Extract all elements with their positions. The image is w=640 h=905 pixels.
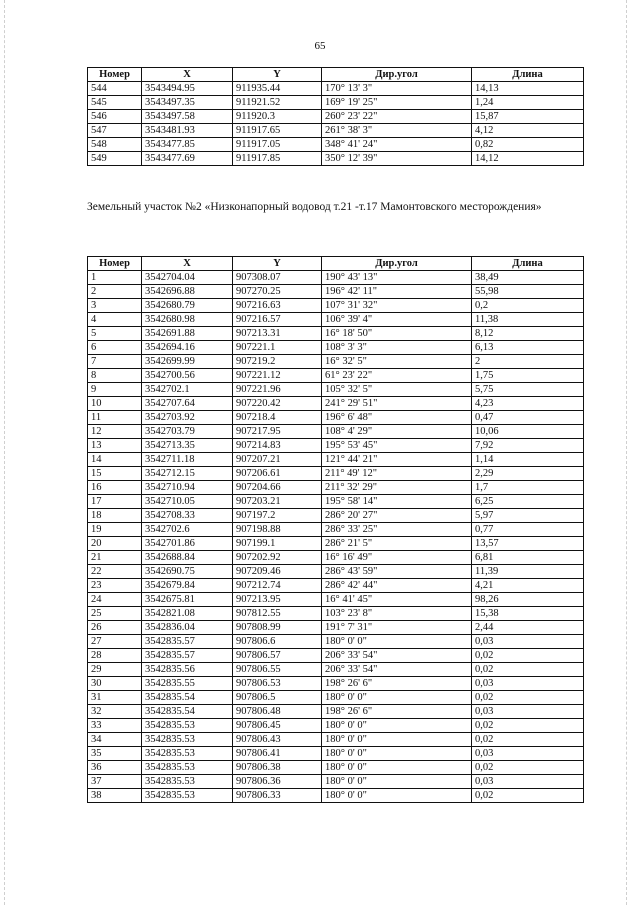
- table-body: [88, 271, 584, 803]
- cell-length: 14,12: [472, 152, 584, 166]
- cell-length: 8,12: [472, 327, 584, 341]
- cell-length: 14,13: [472, 82, 584, 96]
- page-number: 65: [314, 40, 326, 52]
- cell-y: 907806.55: [233, 663, 322, 677]
- table-row: [88, 341, 584, 355]
- cell-y: 907806.43: [233, 733, 322, 747]
- table-body: [88, 82, 584, 166]
- cell-x: 3542690.75: [142, 565, 233, 579]
- scan-edge-left: [4, 0, 5, 905]
- cell-y: 907204.66: [233, 481, 322, 495]
- cell-length: 0,2: [472, 299, 584, 313]
- cell-x: 3542691.88: [142, 327, 233, 341]
- cell-direction-angle: 169° 19' 25": [322, 96, 472, 110]
- header-x: X: [142, 68, 233, 82]
- cell-length: 0,03: [472, 677, 584, 691]
- cell-number: 547: [88, 124, 142, 138]
- cell-direction-angle: 195° 58' 14": [322, 495, 472, 509]
- cell-x: 3542835.53: [142, 789, 233, 803]
- header-x: X: [142, 257, 233, 271]
- cell-length: 2,29: [472, 467, 584, 481]
- cell-y: 907812.55: [233, 607, 322, 621]
- cell-length: 10,06: [472, 425, 584, 439]
- cell-number: 27: [88, 635, 142, 649]
- cell-y: 907806.5: [233, 691, 322, 705]
- cell-length: 0,02: [472, 789, 584, 803]
- cell-length: 0,47: [472, 411, 584, 425]
- cell-y: 907808.99: [233, 621, 322, 635]
- cell-number: 25: [88, 607, 142, 621]
- cell-number: 26: [88, 621, 142, 635]
- cell-number: 13: [88, 439, 142, 453]
- cell-number: 23: [88, 579, 142, 593]
- cell-direction-angle: 108° 4' 29": [322, 425, 472, 439]
- cell-length: 4,21: [472, 579, 584, 593]
- table-row: [88, 327, 584, 341]
- cell-x: 3543477.85: [142, 138, 233, 152]
- cell-direction-angle: 198° 26' 6": [322, 705, 472, 719]
- cell-length: 0,77: [472, 523, 584, 537]
- cell-direction-angle: 191° 7' 31": [322, 621, 472, 635]
- cell-direction-angle: 121° 44' 21": [322, 453, 472, 467]
- cell-y: 907213.95: [233, 593, 322, 607]
- table-row: [88, 565, 584, 579]
- table-row: [88, 425, 584, 439]
- cell-length: 0,03: [472, 747, 584, 761]
- cell-direction-angle: 16° 41' 45": [322, 593, 472, 607]
- cell-y: 907199.1: [233, 537, 322, 551]
- cell-direction-angle: 241° 29' 51": [322, 397, 472, 411]
- cell-direction-angle: 170° 13' 3": [322, 82, 472, 96]
- cell-direction-angle: 180° 0' 0": [322, 719, 472, 733]
- table-row: [88, 495, 584, 509]
- cell-direction-angle: 286° 33' 25": [322, 523, 472, 537]
- cell-y: 907806.57: [233, 649, 322, 663]
- cell-x: 3542708.33: [142, 509, 233, 523]
- cell-x: 3542835.53: [142, 719, 233, 733]
- cell-length: 4,23: [472, 397, 584, 411]
- cell-number: 31: [88, 691, 142, 705]
- cell-number: 24: [88, 593, 142, 607]
- cell-y: 907806.33: [233, 789, 322, 803]
- cell-y: 907219.2: [233, 355, 322, 369]
- header-number: Номер: [88, 257, 142, 271]
- cell-x: 3542835.57: [142, 649, 233, 663]
- cell-y: 907216.57: [233, 313, 322, 327]
- cell-number: 34: [88, 733, 142, 747]
- cell-direction-angle: 16° 32' 5": [322, 355, 472, 369]
- header-y: Y: [233, 257, 322, 271]
- cell-length: 4,12: [472, 124, 584, 138]
- cell-number: 12: [88, 425, 142, 439]
- cell-x: 3542699.99: [142, 355, 233, 369]
- cell-length: 15,38: [472, 607, 584, 621]
- cell-y: 907221.12: [233, 369, 322, 383]
- table-row: [88, 607, 584, 621]
- cell-length: 15,87: [472, 110, 584, 124]
- table-row: [88, 705, 584, 719]
- table-row: [88, 663, 584, 677]
- table-row: [88, 383, 584, 397]
- cell-x: 3542712.15: [142, 467, 233, 481]
- cell-y: 907216.63: [233, 299, 322, 313]
- cell-x: 3542694.16: [142, 341, 233, 355]
- cell-length: 38,49: [472, 271, 584, 285]
- cell-x: 3542679.84: [142, 579, 233, 593]
- cell-length: 13,57: [472, 537, 584, 551]
- cell-length: 0,82: [472, 138, 584, 152]
- cell-y: 907221.1: [233, 341, 322, 355]
- cell-y: 907209.46: [233, 565, 322, 579]
- cell-number: 10: [88, 397, 142, 411]
- cell-y: 911917.05: [233, 138, 322, 152]
- table-row: [88, 467, 584, 481]
- cell-y: 907207.21: [233, 453, 322, 467]
- header-length: Длина: [472, 257, 584, 271]
- cell-number: 9: [88, 383, 142, 397]
- table-row: [88, 523, 584, 537]
- cell-number: 14: [88, 453, 142, 467]
- table-row: [88, 635, 584, 649]
- cell-length: 0,02: [472, 719, 584, 733]
- table-header-row: [88, 68, 584, 82]
- cell-length: 2,44: [472, 621, 584, 635]
- cell-length: 6,25: [472, 495, 584, 509]
- cell-number: 3: [88, 299, 142, 313]
- cell-y: 907220.42: [233, 397, 322, 411]
- cell-number: 1: [88, 271, 142, 285]
- land-plot-caption: Земельный участок №2 «Низконапорный водовод т.21 -т.17 Мамонтовского месторождения»: [87, 201, 542, 213]
- cell-x: 3542835.56: [142, 663, 233, 677]
- cell-number: 37: [88, 775, 142, 789]
- cell-length: 0,02: [472, 691, 584, 705]
- cell-direction-angle: 260° 23' 22": [322, 110, 472, 124]
- cell-x: 3542836.04: [142, 621, 233, 635]
- table-row: [88, 789, 584, 803]
- header-length: Длина: [472, 68, 584, 82]
- cell-x: 3542711.18: [142, 453, 233, 467]
- cell-length: 0,03: [472, 775, 584, 789]
- cell-x: 3542702.1: [142, 383, 233, 397]
- cell-direction-angle: 107° 31' 32": [322, 299, 472, 313]
- cell-direction-angle: 103° 23' 8": [322, 607, 472, 621]
- cell-x: 3542700.56: [142, 369, 233, 383]
- cell-direction-angle: 180° 0' 0": [322, 747, 472, 761]
- cell-y: 907806.36: [233, 775, 322, 789]
- cell-number: 18: [88, 509, 142, 523]
- cell-y: 907212.74: [233, 579, 322, 593]
- cell-x: 3542703.92: [142, 411, 233, 425]
- cell-direction-angle: 286° 21' 5": [322, 537, 472, 551]
- table-row: [88, 719, 584, 733]
- cell-y: 907214.83: [233, 439, 322, 453]
- table-row: [88, 453, 584, 467]
- cell-x: 3543481.93: [142, 124, 233, 138]
- cell-y: 907806.45: [233, 719, 322, 733]
- cell-number: 2: [88, 285, 142, 299]
- cell-number: 19: [88, 523, 142, 537]
- cell-x: 3542688.84: [142, 551, 233, 565]
- cell-direction-angle: 106° 39' 4": [322, 313, 472, 327]
- table-row: [88, 313, 584, 327]
- cell-length: 1,7: [472, 481, 584, 495]
- cell-y: 907806.38: [233, 761, 322, 775]
- header-direction-angle: Дир.угол: [322, 68, 472, 82]
- table-row: [88, 397, 584, 411]
- cell-direction-angle: 190° 43' 13": [322, 271, 472, 285]
- cell-number: 20: [88, 537, 142, 551]
- cell-number: 28: [88, 649, 142, 663]
- table-row: [88, 691, 584, 705]
- table-row: [88, 509, 584, 523]
- table-row: [88, 96, 584, 110]
- cell-length: 55,98: [472, 285, 584, 299]
- cell-direction-angle: 206° 33' 54": [322, 663, 472, 677]
- cell-number: 6: [88, 341, 142, 355]
- cell-x: 3542835.53: [142, 747, 233, 761]
- cell-number: 35: [88, 747, 142, 761]
- cell-length: 1,75: [472, 369, 584, 383]
- cell-x: 3542713.35: [142, 439, 233, 453]
- table-row: [88, 355, 584, 369]
- cell-y: 911935.44: [233, 82, 322, 96]
- cell-direction-angle: 211° 32' 29": [322, 481, 472, 495]
- cell-number: 545: [88, 96, 142, 110]
- cell-length: 6,81: [472, 551, 584, 565]
- cell-y: 911917.85: [233, 152, 322, 166]
- cell-length: 98,26: [472, 593, 584, 607]
- cell-direction-angle: 180° 0' 0": [322, 789, 472, 803]
- cell-y: 907202.92: [233, 551, 322, 565]
- table-row: [88, 677, 584, 691]
- cell-y: 911921.52: [233, 96, 322, 110]
- cell-length: 11,39: [472, 565, 584, 579]
- cell-direction-angle: 350° 12' 39": [322, 152, 472, 166]
- table-row: [88, 285, 584, 299]
- header-direction-angle: Дир.угол: [322, 257, 472, 271]
- cell-direction-angle: 16° 18' 50": [322, 327, 472, 341]
- cell-x: 3542835.54: [142, 705, 233, 719]
- cell-length: 11,38: [472, 313, 584, 327]
- cell-number: 22: [88, 565, 142, 579]
- cell-y: 907203.21: [233, 495, 322, 509]
- cell-x: 3542835.53: [142, 733, 233, 747]
- cell-number: 33: [88, 719, 142, 733]
- table-row: [88, 439, 584, 453]
- table-row: [88, 110, 584, 124]
- cell-x: 3542680.98: [142, 313, 233, 327]
- cell-number: 17: [88, 495, 142, 509]
- cell-y: 907206.61: [233, 467, 322, 481]
- cell-length: 5,75: [472, 383, 584, 397]
- cell-direction-angle: 196° 42' 11": [322, 285, 472, 299]
- cell-x: 3542835.55: [142, 677, 233, 691]
- cell-y: 907213.31: [233, 327, 322, 341]
- cell-y: 907221.96: [233, 383, 322, 397]
- cell-x: 3542710.05: [142, 495, 233, 509]
- cell-number: 8: [88, 369, 142, 383]
- cell-length: 0,02: [472, 761, 584, 775]
- cell-x: 3542680.79: [142, 299, 233, 313]
- table-row: [88, 537, 584, 551]
- cell-direction-angle: 195° 53' 45": [322, 439, 472, 453]
- cell-direction-angle: 198° 26' 6": [322, 677, 472, 691]
- cell-x: 3542835.53: [142, 761, 233, 775]
- table-row: [88, 761, 584, 775]
- cell-length: 0,02: [472, 733, 584, 747]
- cell-x: 3542707.64: [142, 397, 233, 411]
- header-number: Номер: [88, 68, 142, 82]
- cell-y: 907198.88: [233, 523, 322, 537]
- cell-y: 911917.65: [233, 124, 322, 138]
- cell-number: 16: [88, 481, 142, 495]
- cell-x: 3542821.08: [142, 607, 233, 621]
- cell-direction-angle: 105° 32' 5": [322, 383, 472, 397]
- cell-direction-angle: 180° 0' 0": [322, 635, 472, 649]
- table-row: [88, 551, 584, 565]
- cell-number: 30: [88, 677, 142, 691]
- cell-direction-angle: 180° 0' 0": [322, 691, 472, 705]
- cell-number: 4: [88, 313, 142, 327]
- cell-direction-angle: 211° 49' 12": [322, 467, 472, 481]
- cell-x: 3542703.79: [142, 425, 233, 439]
- table-row: [88, 411, 584, 425]
- cell-x: 3542835.57: [142, 635, 233, 649]
- cell-direction-angle: 286° 20' 27": [322, 509, 472, 523]
- cell-number: 546: [88, 110, 142, 124]
- cell-direction-angle: 196° 6' 48": [322, 411, 472, 425]
- cell-y: 907217.95: [233, 425, 322, 439]
- cell-x: 3542835.54: [142, 691, 233, 705]
- cell-number: 548: [88, 138, 142, 152]
- table-row: [88, 271, 584, 285]
- cell-x: 3543497.35: [142, 96, 233, 110]
- table-row: [88, 152, 584, 166]
- cell-x: 3543494.95: [142, 82, 233, 96]
- cell-length: 0,02: [472, 663, 584, 677]
- cell-length: 0,03: [472, 635, 584, 649]
- table-row: [88, 593, 584, 607]
- cell-direction-angle: 180° 0' 0": [322, 761, 472, 775]
- table-row: [88, 299, 584, 313]
- table-row: [88, 124, 584, 138]
- cell-number: 15: [88, 467, 142, 481]
- cell-x: 3543477.69: [142, 152, 233, 166]
- cell-x: 3542696.88: [142, 285, 233, 299]
- cell-y: 907308.07: [233, 271, 322, 285]
- cell-length: 1,24: [472, 96, 584, 110]
- cell-direction-angle: 180° 0' 0": [322, 775, 472, 789]
- cell-number: 32: [88, 705, 142, 719]
- cell-direction-angle: 261° 38' 3": [322, 124, 472, 138]
- cell-y: 907806.41: [233, 747, 322, 761]
- scan-edge-right: [626, 0, 627, 905]
- cell-y: 907197.2: [233, 509, 322, 523]
- cell-length: 1,14: [472, 453, 584, 467]
- cell-y: 907218.4: [233, 411, 322, 425]
- cell-length: 2: [472, 355, 584, 369]
- cell-number: 36: [88, 761, 142, 775]
- cell-x: 3542702.6: [142, 523, 233, 537]
- cell-direction-angle: 206° 33' 54": [322, 649, 472, 663]
- cell-direction-angle: 180° 0' 0": [322, 733, 472, 747]
- cell-y: 907806.48: [233, 705, 322, 719]
- cell-direction-angle: 348° 41' 24": [322, 138, 472, 152]
- table-row: [88, 775, 584, 789]
- table-row: [88, 579, 584, 593]
- cell-x: 3542710.94: [142, 481, 233, 495]
- cell-number: 549: [88, 152, 142, 166]
- table-row: [88, 481, 584, 495]
- cell-y: 907270.25: [233, 285, 322, 299]
- cell-direction-angle: 16° 16' 49": [322, 551, 472, 565]
- cell-length: 6,13: [472, 341, 584, 355]
- cell-length: 5,97: [472, 509, 584, 523]
- cell-length: 7,92: [472, 439, 584, 453]
- table-row: [88, 82, 584, 96]
- table-row: [88, 747, 584, 761]
- table-row: [88, 621, 584, 635]
- table-row: [88, 733, 584, 747]
- coordinates-table-1: [87, 67, 584, 166]
- table-row: [88, 138, 584, 152]
- cell-direction-angle: 286° 43' 59": [322, 565, 472, 579]
- cell-x: 3542675.81: [142, 593, 233, 607]
- cell-number: 29: [88, 663, 142, 677]
- table-row: [88, 649, 584, 663]
- cell-y: 907806.6: [233, 635, 322, 649]
- table-row: [88, 369, 584, 383]
- cell-direction-angle: 286° 42' 44": [322, 579, 472, 593]
- cell-direction-angle: 108° 3' 3": [322, 341, 472, 355]
- cell-y: 911920.3: [233, 110, 322, 124]
- cell-length: 0,02: [472, 649, 584, 663]
- coordinates-table-2: [87, 256, 584, 803]
- cell-x: 3543497.58: [142, 110, 233, 124]
- cell-number: 544: [88, 82, 142, 96]
- cell-number: 38: [88, 789, 142, 803]
- cell-x: 3542701.86: [142, 537, 233, 551]
- cell-x: 3542704.04: [142, 271, 233, 285]
- cell-number: 11: [88, 411, 142, 425]
- cell-x: 3542835.53: [142, 775, 233, 789]
- cell-number: 21: [88, 551, 142, 565]
- header-y: Y: [233, 68, 322, 82]
- cell-length: 0,03: [472, 705, 584, 719]
- cell-y: 907806.53: [233, 677, 322, 691]
- cell-number: 5: [88, 327, 142, 341]
- table-header-row: [88, 257, 584, 271]
- cell-number: 7: [88, 355, 142, 369]
- cell-direction-angle: 61° 23' 22": [322, 369, 472, 383]
